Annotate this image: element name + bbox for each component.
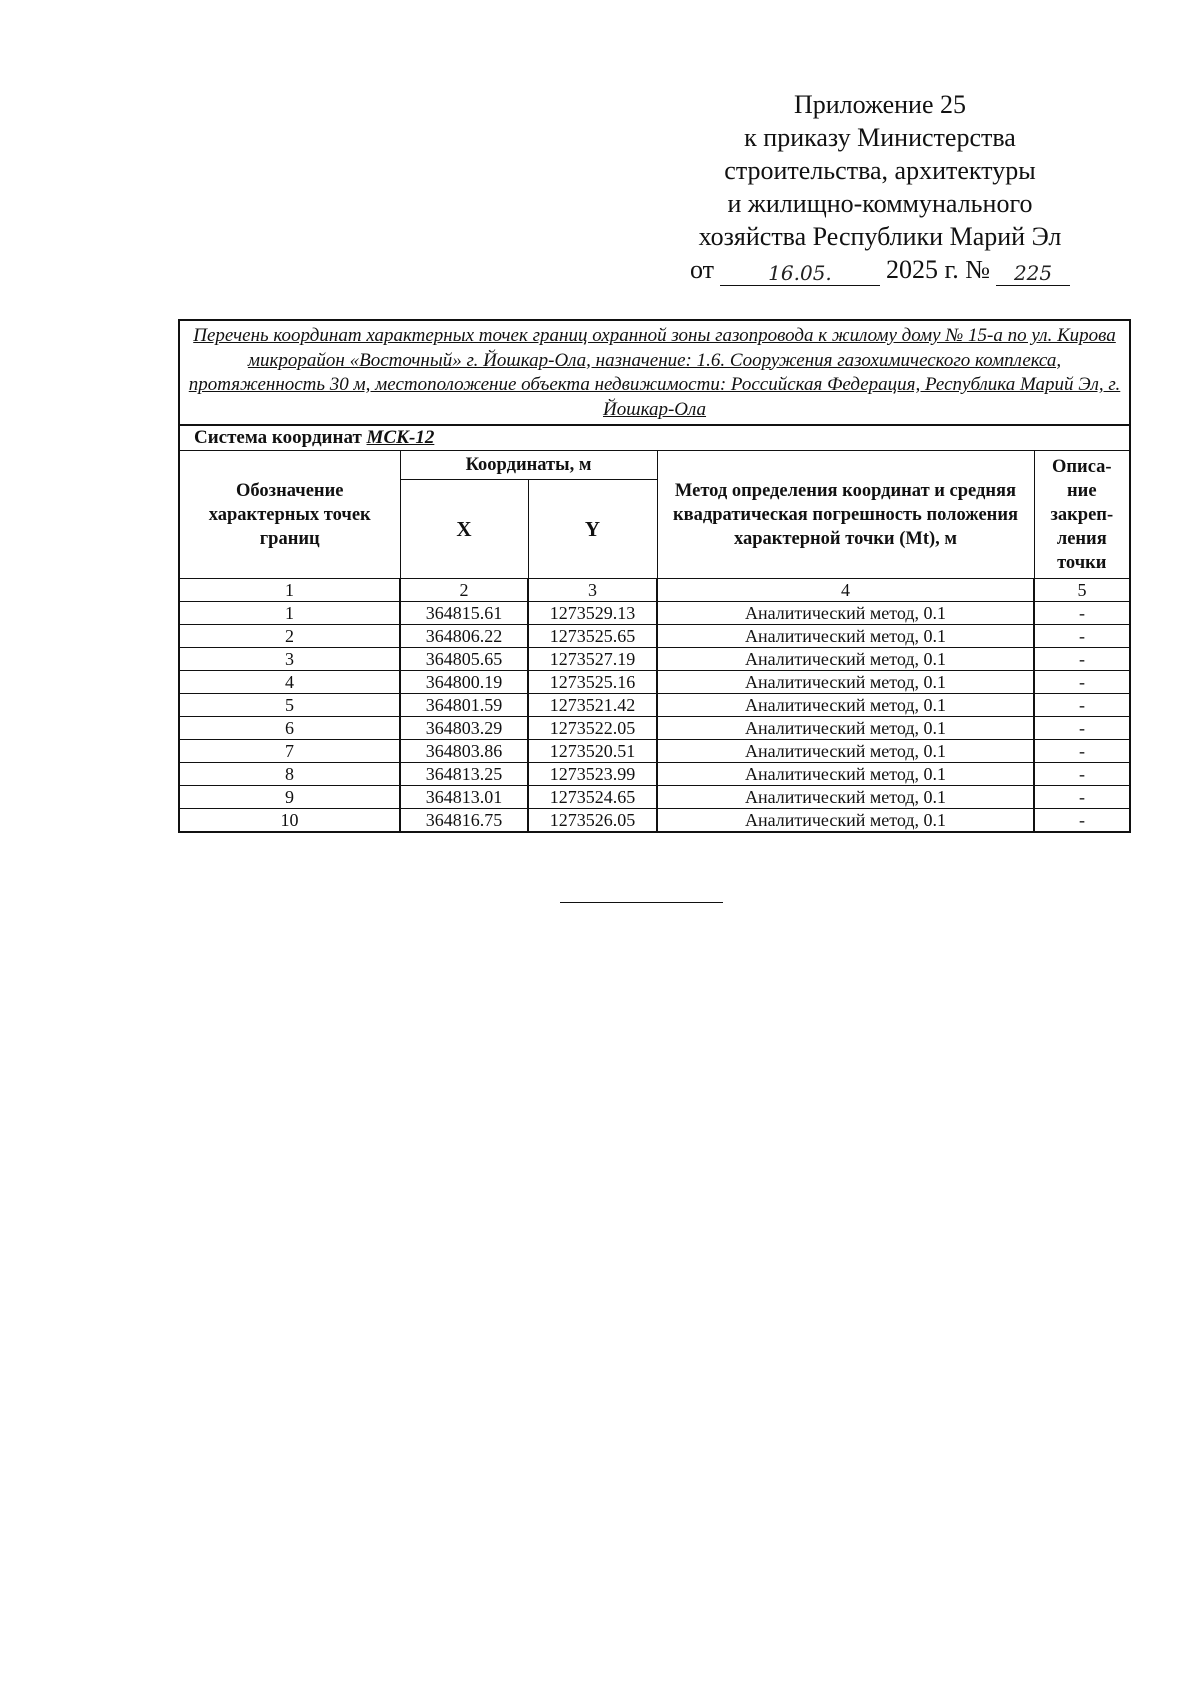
end-separator-line <box>560 902 723 903</box>
point-cell: 7 <box>179 740 400 763</box>
point-cell: 5 <box>179 694 400 717</box>
header-row-top <box>179 451 1130 480</box>
table-row <box>179 809 1130 833</box>
description-cell: - <box>1034 602 1130 625</box>
header-line-ministry: строительства, архитектуры <box>724 156 1036 185</box>
column-number: 1 <box>179 579 400 602</box>
column-number: 5 <box>1034 579 1130 602</box>
table-row <box>179 602 1130 625</box>
header-y: Y <box>528 480 657 579</box>
header-description: Описа-ние закреп-ления точки <box>1034 451 1130 579</box>
header-line-republic: хозяйства Республики Марий Эл <box>698 222 1062 251</box>
method-cell: Аналитический метод, 0.1 <box>657 717 1034 740</box>
method-cell: Аналитический метод, 0.1 <box>657 671 1034 694</box>
y-cell: 1273523.99 <box>528 763 657 786</box>
document-header <box>640 88 1120 286</box>
header-point: Обозначение характерных точек границ <box>179 451 400 579</box>
x-cell: 364816.75 <box>400 809 528 833</box>
point-cell: 3 <box>179 648 400 671</box>
x-cell: 364803.86 <box>400 740 528 763</box>
table-row <box>179 740 1130 763</box>
table-title: Перечень координат характерных точек границ охранной зоны газопровода к жилому дому № 15-а по ул. Кирова микрорайон «Восточный» г. Йошкар-Ола, назначение: 1.6. Сооружения газохимического комплекса, протяженность 30 м, местоположение объекта недвижимости: Российская Федерация, Республика Марий Эл, г. Йошкар-Ола <box>179 320 1130 425</box>
point-cell: 4 <box>179 671 400 694</box>
header-method: Метод определения координат и средняя квадратическая погрешность положения характерной точки (Mt), м <box>657 451 1034 579</box>
description-cell: - <box>1034 671 1130 694</box>
coordinate-system-label: Система координат <box>194 427 362 448</box>
y-cell: 1273525.16 <box>528 671 657 694</box>
point-cell: 9 <box>179 786 400 809</box>
x-cell: 364800.19 <box>400 671 528 694</box>
point-cell: 1 <box>179 602 400 625</box>
column-numbers-row <box>179 579 1130 602</box>
y-cell: 1273524.65 <box>528 786 657 809</box>
x-cell: 364805.65 <box>400 648 528 671</box>
x-cell: 364813.25 <box>400 763 528 786</box>
table-row <box>179 717 1130 740</box>
method-cell: Аналитический метод, 0.1 <box>657 648 1034 671</box>
point-cell: 10 <box>179 809 400 833</box>
y-cell: 1273520.51 <box>528 740 657 763</box>
point-cell: 8 <box>179 763 400 786</box>
method-cell: Аналитический метод, 0.1 <box>657 602 1034 625</box>
description-cell: - <box>1034 648 1130 671</box>
description-cell: - <box>1034 763 1130 786</box>
header-line-order: к приказу Министерства <box>744 123 1016 152</box>
order-date-line <box>640 253 1120 286</box>
y-cell: 1273525.65 <box>528 625 657 648</box>
y-cell: 1273527.19 <box>528 648 657 671</box>
x-cell: 364803.29 <box>400 717 528 740</box>
y-cell: 1273522.05 <box>528 717 657 740</box>
description-cell: - <box>1034 740 1130 763</box>
header-x: X <box>400 480 528 579</box>
method-cell: Аналитический метод, 0.1 <box>657 809 1034 833</box>
table-row <box>179 786 1130 809</box>
y-cell: 1273521.42 <box>528 694 657 717</box>
description-cell: - <box>1034 809 1130 833</box>
coordinate-system <box>179 425 1130 451</box>
coordinate-system-row <box>179 425 1130 451</box>
column-number: 2 <box>400 579 528 602</box>
method-cell: Аналитический метод, 0.1 <box>657 625 1034 648</box>
table-row <box>179 763 1130 786</box>
description-cell: - <box>1034 694 1130 717</box>
table-row <box>179 694 1130 717</box>
x-cell: 364801.59 <box>400 694 528 717</box>
y-cell: 1273526.05 <box>528 809 657 833</box>
x-cell: 364813.01 <box>400 786 528 809</box>
column-number: 4 <box>657 579 1034 602</box>
date-year-label: 2025 г. № <box>885 255 991 284</box>
appendix-title: Приложение 25 <box>793 90 967 119</box>
point-cell: 2 <box>179 625 400 648</box>
coordinates-table <box>178 319 1131 833</box>
description-cell: - <box>1034 786 1130 809</box>
header-coordinates: Координаты, м <box>400 451 657 480</box>
description-cell: - <box>1034 717 1130 740</box>
description-cell: - <box>1034 625 1130 648</box>
method-cell: Аналитический метод, 0.1 <box>657 740 1034 763</box>
method-cell: Аналитический метод, 0.1 <box>657 694 1034 717</box>
table-row <box>179 671 1130 694</box>
order-date-handwritten: 16.05. <box>720 261 880 286</box>
y-cell: 1273529.13 <box>528 602 657 625</box>
x-cell: 364806.22 <box>400 625 528 648</box>
date-prefix: от <box>689 255 714 284</box>
table-title-row <box>179 320 1130 425</box>
header-line-housing: и жилищно-коммунального <box>727 189 1033 218</box>
order-number-handwritten: 225 <box>996 261 1070 286</box>
method-cell: Аналитический метод, 0.1 <box>657 786 1034 809</box>
table-row <box>179 648 1130 671</box>
x-cell: 364815.61 <box>400 602 528 625</box>
coordinate-system-value: МСК-12 <box>366 427 435 448</box>
table-row <box>179 625 1130 648</box>
method-cell: Аналитический метод, 0.1 <box>657 763 1034 786</box>
column-number: 3 <box>528 579 657 602</box>
point-cell: 6 <box>179 717 400 740</box>
